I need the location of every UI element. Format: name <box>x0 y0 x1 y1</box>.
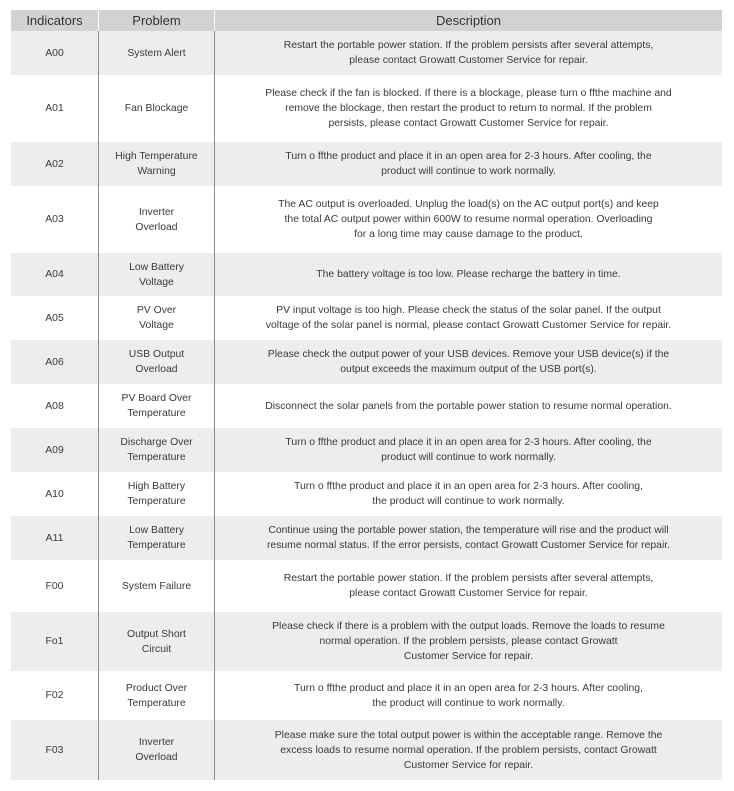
table-row <box>11 75 722 142</box>
problem-name: Output Short Circuit <box>98 612 215 671</box>
table-row <box>11 384 722 428</box>
table-row <box>11 560 722 612</box>
indicator-code: A00 <box>11 31 98 75</box>
table-row <box>11 142 722 186</box>
problem-description: Please make sure the total output power is within the acceptable range. Remove the excess loads to resume normal operation. If the problem persists, contact Growatt Customer Service for repair. <box>215 720 722 780</box>
table-body <box>11 31 722 780</box>
indicator-code: A09 <box>11 428 98 472</box>
problem-name: Low Battery Temperature <box>98 516 215 560</box>
header-indicators: Indicators <box>11 10 98 31</box>
problem-description: Turn o ffthe product and place it in an open area for 2-3 hours. After cooling, the product will continue to work normally. <box>215 472 722 516</box>
problem-name: Inverter Overload <box>98 720 215 780</box>
problem-name: High Temperature Warning <box>98 142 215 186</box>
table-row <box>11 472 722 516</box>
indicator-code: A04 <box>11 253 98 296</box>
problem-description: Please check the output power of your USB devices. Remove your USB device(s) if the output exceeds the maximum output of the USB port(s). <box>215 340 722 384</box>
header-description: Description <box>215 10 722 31</box>
problem-name: Inverter Overload <box>98 186 215 253</box>
table-row <box>11 296 722 340</box>
problem-name: Low Battery Voltage <box>98 253 215 296</box>
indicator-code: A06 <box>11 340 98 384</box>
problem-description: Turn o ffthe product and place it in an open area for 2-3 hours. After cooling, the product will continue to work normally. <box>215 142 722 186</box>
table-row <box>11 253 722 296</box>
problem-name: System Failure <box>98 560 215 612</box>
header-problem: Problem <box>98 10 215 31</box>
problem-description: Restart the portable power station. If the problem persists after several attempts, please contact Growatt Customer Service for repair. <box>215 560 722 612</box>
problem-description: The AC output is overloaded. Unplug the load(s) on the AC output port(s) and keep the total AC output power within 600W to resume normal operation. Overloading for a long time may cause damage to the product. <box>215 186 722 253</box>
problem-name: PV Over Voltage <box>98 296 215 340</box>
indicator-code: A01 <box>11 75 98 142</box>
table-row <box>11 31 722 75</box>
table-row <box>11 340 722 384</box>
table-header <box>11 10 722 31</box>
problem-name: Fan Blockage <box>98 75 215 142</box>
problem-description: Turn o ffthe product and place it in an open area for 2-3 hours. After cooling, the product will continue to work normally. <box>215 671 722 720</box>
problem-description: PV input voltage is too high. Please check the status of the solar panel. If the output voltage of the solar panel is normal, please contact Growatt Customer Service for repair. <box>215 296 722 340</box>
table-row <box>11 428 722 472</box>
problem-name: PV Board Over Temperature <box>98 384 215 428</box>
problem-name: System Alert <box>98 31 215 75</box>
indicator-code: A11 <box>11 516 98 560</box>
table-row <box>11 671 722 720</box>
problem-name: Discharge Over Temperature <box>98 428 215 472</box>
problem-description: Restart the portable power station. If the problem persists after several attempts, please contact Growatt Customer Service for repair. <box>215 31 722 75</box>
indicator-code: A05 <box>11 296 98 340</box>
indicator-code: F02 <box>11 671 98 720</box>
problem-description: The battery voltage is too low. Please recharge the battery in time. <box>215 253 722 296</box>
table-row <box>11 612 722 671</box>
indicator-code: A10 <box>11 472 98 516</box>
problem-description: Please check if the fan is blocked. If there is a blockage, please turn o ffthe machine and remove the blockage, then restart the product to return to normal. If the problem persists, please contact Growatt Customer Service for repair. <box>215 75 722 142</box>
indicator-code: A03 <box>11 186 98 253</box>
problem-description: Continue using the portable power station, the temperature will rise and the product will resume normal status. If the error persists, contact Growatt Customer Service for repair. <box>215 516 722 560</box>
table-row <box>11 186 722 253</box>
indicator-code: F00 <box>11 560 98 612</box>
problem-name: Product Over Temperature <box>98 671 215 720</box>
problem-name: High Battery Temperature <box>98 472 215 516</box>
problem-description: Turn o ffthe product and place it in an open area for 2-3 hours. After cooling, the product will continue to work normally. <box>215 428 722 472</box>
indicator-code: A02 <box>11 142 98 186</box>
indicator-code: Fo1 <box>11 612 98 671</box>
problem-name: USB Output Overload <box>98 340 215 384</box>
problem-description: Please check if there is a problem with the output loads. Remove the loads to resume normal operation. If the problem persists, please contact Growatt Customer Service for repair. <box>215 612 722 671</box>
indicator-code: F03 <box>11 720 98 780</box>
indicator-code: A08 <box>11 384 98 428</box>
table-row <box>11 720 722 780</box>
table-row <box>11 516 722 560</box>
error-code-table <box>11 10 722 780</box>
problem-description: Disconnect the solar panels from the portable power station to resume normal operation. <box>215 384 722 428</box>
